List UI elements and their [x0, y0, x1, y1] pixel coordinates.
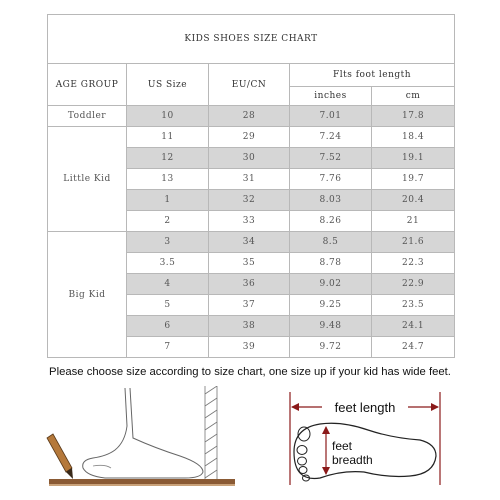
cell-eu: 30 [209, 148, 290, 169]
cell-eu: 31 [209, 169, 290, 190]
cell-us: 5 [127, 295, 209, 316]
footprint-outline [294, 423, 436, 478]
table-row [48, 232, 455, 253]
cell-inches: 7.76 [290, 169, 372, 190]
header-cm: cm [372, 87, 455, 106]
header-age-group: AGE GROUP [48, 64, 127, 106]
cell-eu: 35 [209, 253, 290, 274]
cell-inches: 8.5 [290, 232, 372, 253]
cell-cm: 21 [372, 211, 455, 232]
age-group-cell: Big Kid [48, 232, 127, 358]
cell-inches: 9.02 [290, 274, 372, 295]
floor-bar [49, 479, 235, 484]
cell-inches: 7.24 [290, 127, 372, 148]
cell-inches: 9.25 [290, 295, 372, 316]
cell-cm: 23.5 [372, 295, 455, 316]
pencil-icon [47, 434, 73, 479]
cell-eu: 28 [209, 106, 290, 127]
cell-us: 11 [127, 127, 209, 148]
cell-cm: 20.4 [372, 190, 455, 211]
cell-inches: 7.52 [290, 148, 372, 169]
cell-cm: 22.9 [372, 274, 455, 295]
cell-eu: 39 [209, 337, 290, 358]
cell-us: 7 [127, 337, 209, 358]
cell-us: 3.5 [127, 253, 209, 274]
foot-measure-illustration [45, 386, 240, 494]
feet-breadth-label-2: breadth [332, 453, 373, 467]
header-us-size: US Size [127, 64, 209, 106]
header-eu-cn: EU/CN [209, 64, 290, 106]
cell-us: 4 [127, 274, 209, 295]
wall-hatch [205, 386, 217, 481]
cell-cm: 24.7 [372, 337, 455, 358]
cell-us: 3 [127, 232, 209, 253]
cell-inches: 8.26 [290, 211, 372, 232]
cell-eu: 38 [209, 316, 290, 337]
cell-inches: 9.72 [290, 337, 372, 358]
cell-us: 1 [127, 190, 209, 211]
size-chart-table [47, 14, 455, 358]
cell-us: 10 [127, 106, 209, 127]
cell-eu: 34 [209, 232, 290, 253]
header-inches: inches [290, 87, 372, 106]
chart-title: KIDS SHOES SIZE CHART [48, 15, 455, 64]
feet-length-label: feet length [334, 400, 396, 415]
cell-eu: 32 [209, 190, 290, 211]
cell-cm: 19.7 [372, 169, 455, 190]
cell-cm: 21.6 [372, 232, 455, 253]
cell-cm: 18.4 [372, 127, 455, 148]
cell-us: 6 [127, 316, 209, 337]
cell-inches: 9.48 [290, 316, 372, 337]
footprint-illustration [280, 390, 455, 490]
feet-breadth-label-1: feet [332, 439, 353, 453]
cell-eu: 37 [209, 295, 290, 316]
age-group-cell: Little Kid [48, 127, 127, 232]
age-group-cell: Toddler [48, 106, 127, 127]
cell-eu: 36 [209, 274, 290, 295]
table-row [48, 106, 455, 127]
cell-cm: 17.8 [372, 106, 455, 127]
cell-cm: 19.1 [372, 148, 455, 169]
cell-inches: 7.01 [290, 106, 372, 127]
table-row [48, 127, 455, 148]
cell-eu: 29 [209, 127, 290, 148]
cell-us: 2 [127, 211, 209, 232]
foot-outline [83, 388, 203, 478]
cell-cm: 24.1 [372, 316, 455, 337]
cell-us: 12 [127, 148, 209, 169]
header-foot-length: Flts foot length [290, 64, 455, 87]
cell-eu: 33 [209, 211, 290, 232]
size-note: Please choose size according to size chart, one size up if your kid has wide feet. [49, 366, 451, 378]
cell-us: 13 [127, 169, 209, 190]
cell-inches: 8.78 [290, 253, 372, 274]
cell-inches: 8.03 [290, 190, 372, 211]
cell-cm: 22.3 [372, 253, 455, 274]
